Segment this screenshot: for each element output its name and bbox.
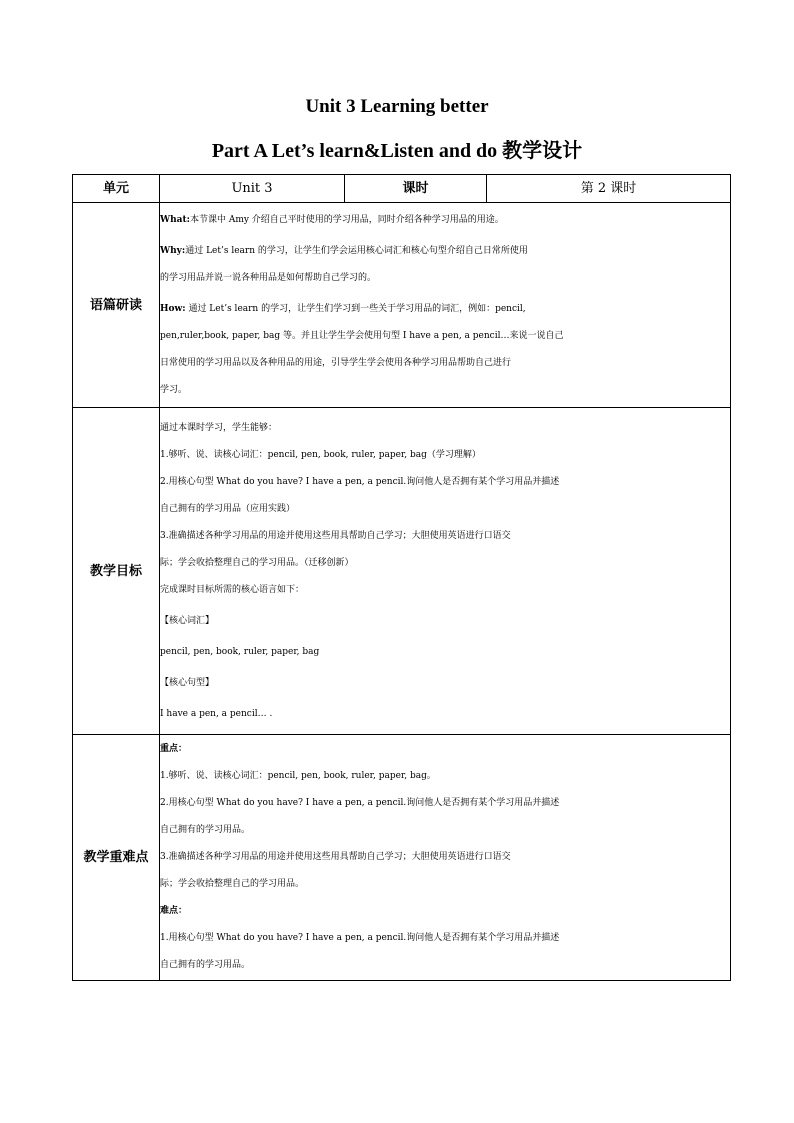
unit-label: 单元 — [73, 175, 160, 203]
how-line — [160, 296, 730, 323]
difficult-point-1-line-2: 自己拥有的学习用品。 — [160, 960, 251, 970]
key-point-3-line-1: 3.准确描述各种学习用品的用途并使用这些用具帮助自己学习；大胆使用英语进行口语交 — [160, 852, 511, 862]
what-text: 本节课中 Amy 介绍自己平时使用的学习用品，同时介绍各种学习用品的用途。 — [189, 214, 504, 225]
key-heading: 重点： — [160, 744, 188, 754]
objective-3-line-2: 际；学会收拾整理自己的学习用品。（迁移创新） — [160, 557, 354, 568]
key-point-2-line-2: 自己拥有的学习用品。 — [160, 825, 251, 835]
analysis-content — [160, 203, 731, 408]
key-point-2-line-1: 2.用核心句型 What do you have? I have a pen, a pencil.询问他人是否拥有某个学习用品并描述 — [160, 798, 560, 808]
why-label: Why: — [160, 245, 186, 256]
lesson-label: 课时 — [345, 175, 487, 203]
why-text-2: 的学习用品并说一说各种用品是如何帮助自己学习的。 — [160, 272, 377, 283]
sentence-pattern: I have a pen, a pencil… . — [160, 708, 273, 719]
key-points-row — [73, 735, 731, 981]
analysis-row — [73, 203, 731, 408]
lesson-plan-table — [72, 174, 731, 981]
unit-value: Unit 3 — [160, 175, 345, 203]
objectives-intro: 通过本课时学习，学生能够： — [160, 422, 278, 433]
sentence-heading: 【核心句型】 — [160, 677, 215, 688]
how-text-3: 日常使用的学习用品以及各种用品的用途，引导学生学会使用各种学习用品帮助自己进行 — [160, 357, 512, 368]
key-point-1: 1.够听、说、读核心词汇：pencil, pen, book, ruler, paper, bag。 — [160, 771, 436, 781]
objectives-row — [73, 408, 731, 735]
key-points-label: 教学重难点 — [73, 735, 160, 981]
key-points-content — [160, 735, 731, 981]
vocab-list: pencil, pen, book, ruler, paper, bag — [160, 646, 320, 657]
analysis-label: 语篇研读 — [73, 203, 160, 408]
how-label: How: — [160, 303, 186, 314]
key-point-3-line-2: 际；学会收拾整理自己的学习用品。 — [160, 879, 305, 889]
why-text-1: 通过 Let’s learn 的学习，让学生们学会运用核心词汇和核心句型介绍自己日常所使用 — [185, 245, 528, 256]
difficult-heading: 难点： — [160, 906, 188, 916]
how-text-2: pen,ruler,book, paper, bag 等。并且让学生学会使用句型 I have a pen, a pencil…来说一说自己 — [160, 330, 564, 341]
objective-2-line-1: 2.用核心句型 What do you have? I have a pen, a pencil.询问他人是否拥有某个学习用品并描述 — [160, 476, 560, 487]
what-label: What: — [160, 214, 190, 225]
how-text-1: 通过 Let’s learn 的学习，让学生们学习到一些关于学习用品的词汇，例如：pencil, — [185, 303, 526, 314]
objectives-label: 教学目标 — [73, 408, 160, 735]
header-row — [73, 175, 731, 203]
difficult-point-1-line-1: 1.用核心句型 What do you have? I have a pen, a pencil.询问他人是否拥有某个学习用品并描述 — [160, 933, 560, 943]
what-line — [160, 207, 730, 234]
document-title: Unit 3 Learning better — [305, 96, 489, 117]
how-text-4: 学习。 — [160, 384, 188, 395]
objective-2-line-2: 自己拥有的学习用品（应用实践） — [160, 503, 296, 514]
objective-3-line-1: 3.准确描述各种学习用品的用途并使用这些用具帮助自己学习；大胆使用英语进行口语交 — [160, 530, 511, 541]
why-line — [160, 238, 730, 265]
objective-1: 1.够听、说、读核心词汇：pencil, pen, book, ruler, paper, bag（学习理解） — [160, 449, 481, 460]
lesson-value: 第 2 课时 — [487, 175, 731, 203]
vocab-heading: 【核心词汇】 — [160, 615, 215, 626]
document-subtitle: Part A Let’s learn&Listen and do 教学设计 — [211, 140, 583, 162]
objectives-content — [160, 408, 731, 735]
language-intro: 完成课时目标所需的核心语言如下： — [160, 584, 305, 595]
